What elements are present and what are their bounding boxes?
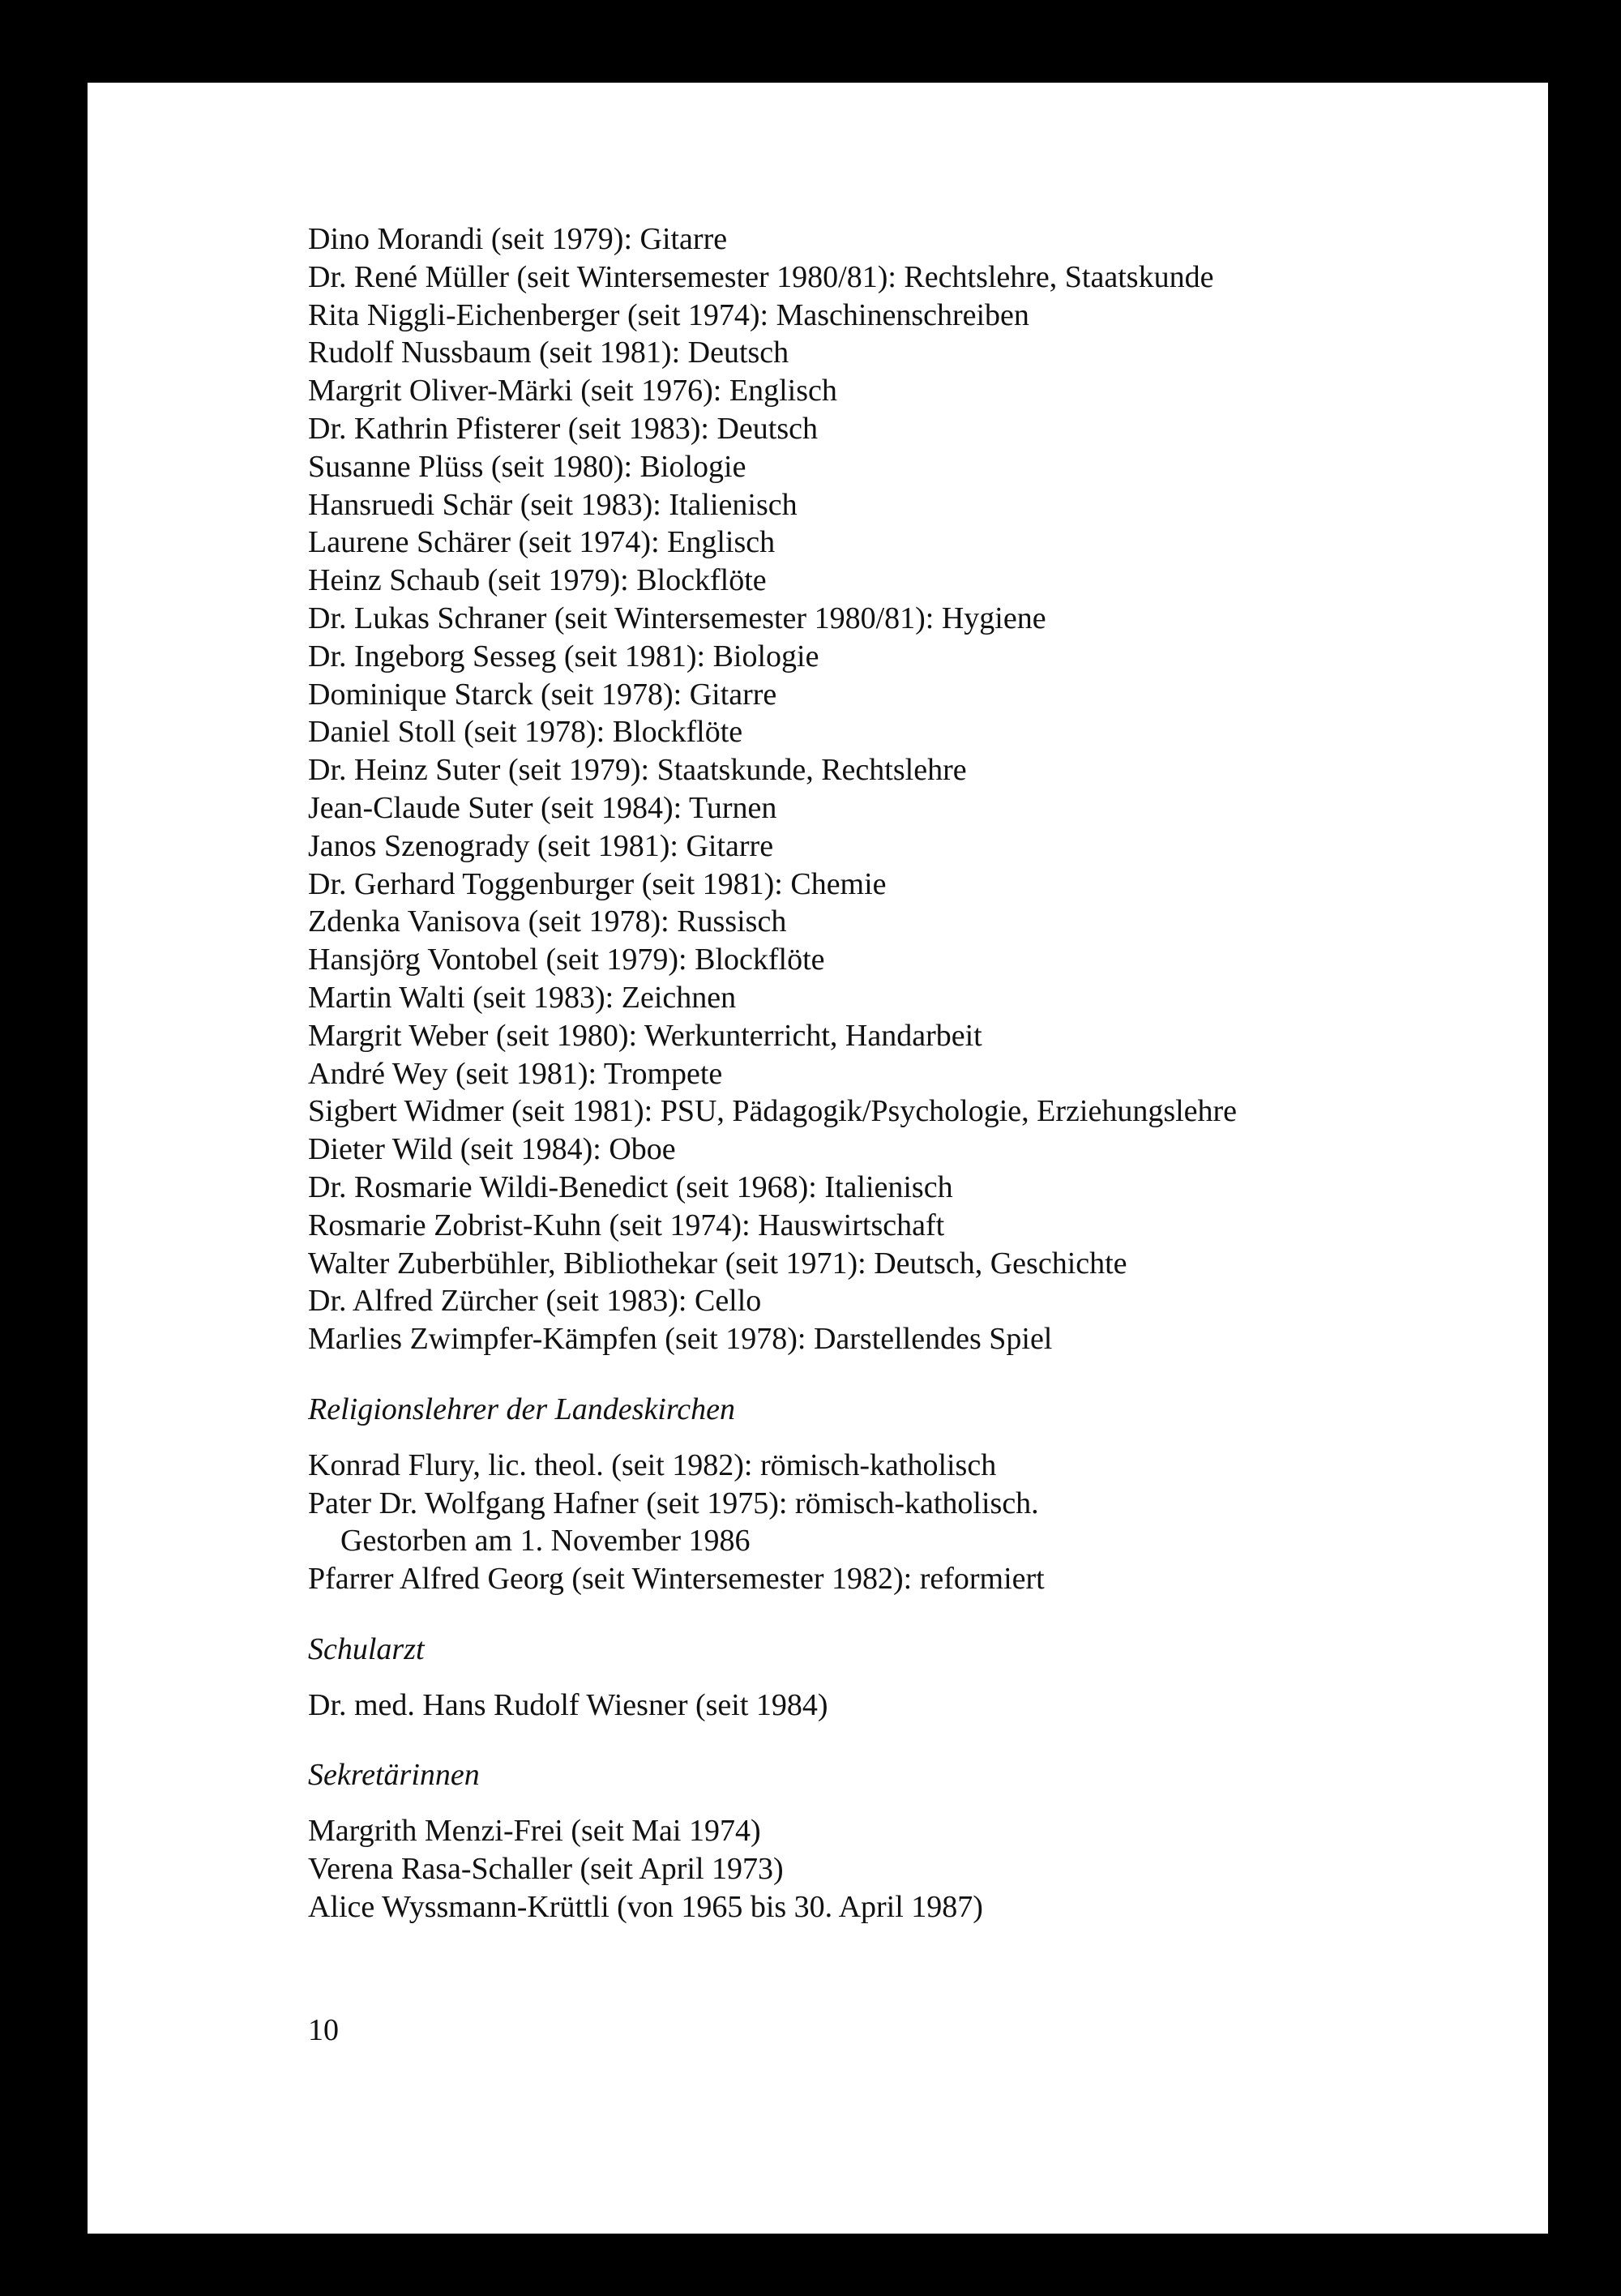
staff-entry: Dr. Kathrin Pfisterer (seit 1983): Deutsch bbox=[308, 411, 818, 446]
staff-entry: Rosmarie Zobrist-Kuhn (seit 1974): Hauswirtschaft bbox=[308, 1208, 945, 1242]
secretaries-list bbox=[308, 1812, 1499, 1926]
staff-entry: Dominique Starck (seit 1978): Gitarre bbox=[308, 677, 777, 712]
staff-list bbox=[308, 220, 1499, 1358]
staff-entry: Susanne Plüss (seit 1980): Biologie bbox=[308, 449, 746, 484]
religion-list bbox=[308, 1447, 1499, 1598]
doctor-list bbox=[308, 1687, 1499, 1725]
staff-entry: Dr. Lukas Schraner (seit Wintersemester 1980/81): Hygiene bbox=[308, 601, 1046, 635]
religion-entry: Pfarrer Alfred Georg (seit Wintersemester 1982): reformiert bbox=[308, 1562, 1045, 1597]
secretary-entry: Margrith Menzi-Frei (seit Mai 1974) bbox=[308, 1814, 761, 1849]
doctor-entry: Dr. med. Hans Rudolf Wiesner (seit 1984) bbox=[308, 1687, 828, 1722]
staff-entry: Dr. Ingeborg Sesseg (seit 1981): Biologie bbox=[308, 639, 819, 673]
section-heading-doctor: Schularzt bbox=[308, 1631, 425, 1666]
staff-entry: Martin Walti (seit 1983): Zeichnen bbox=[308, 980, 737, 1015]
page-number: 10 bbox=[308, 2013, 339, 2047]
staff-entry: Margrit Weber (seit 1980): Werkunterricht, Handarbeit bbox=[308, 1018, 982, 1053]
staff-entry: Margrit Oliver-Märki (seit 1976): Englisch bbox=[308, 374, 837, 408]
staff-entry: Dr. René Müller (seit Wintersemester 1980/81): Rechtslehre, Staatskunde bbox=[308, 259, 1214, 294]
staff-entry: Dr. Rosmarie Wildi-Benedict (seit 1968): Italienisch bbox=[308, 1169, 953, 1204]
page-content bbox=[308, 220, 1499, 1926]
staff-entry: Jean-Claude Suter (seit 1984): Turnen bbox=[308, 790, 777, 825]
staff-entry: Dr. Alfred Zürcher (seit 1983): Cello bbox=[308, 1284, 762, 1319]
secretary-entry: Alice Wyssmann-Krüttli (von 1965 bis 30. April 1987) bbox=[308, 1889, 983, 1924]
staff-entry: Laurene Schärer (seit 1974): Englisch bbox=[308, 525, 776, 560]
staff-entry: Janos Szenogrady (seit 1981): Gitarre bbox=[308, 828, 774, 863]
staff-entry: Dr. Gerhard Toggenburger (seit 1981): Chemie bbox=[308, 866, 887, 901]
staff-entry: Heinz Schaub (seit 1979): Blockflöte bbox=[308, 563, 767, 598]
section-heading-religion: Religionslehrer der Landeskirchen bbox=[308, 1392, 735, 1426]
document-page bbox=[88, 83, 1548, 2234]
staff-entry: Dino Morandi (seit 1979): Gitarre bbox=[308, 222, 728, 256]
staff-entry: Daniel Stoll (seit 1978): Blockflöte bbox=[308, 715, 743, 750]
religion-entry-continuation: Gestorben am 1. November 1986 bbox=[340, 1524, 751, 1558]
staff-entry: André Wey (seit 1981): Trompete bbox=[308, 1056, 723, 1091]
staff-entry: Dieter Wild (seit 1984): Oboe bbox=[308, 1132, 676, 1167]
secretary-entry: Verena Rasa-Schaller (seit April 1973) bbox=[308, 1852, 784, 1887]
religion-entry: Pater Dr. Wolfgang Hafner (seit 1975): römisch-katholisch. bbox=[308, 1486, 1039, 1520]
staff-entry: Hansruedi Schär (seit 1983): Italienisch bbox=[308, 487, 798, 522]
section-heading-secretaries: Sekretärinnen bbox=[308, 1758, 480, 1793]
religion-entry: Konrad Flury, lic. theol. (seit 1982): römisch-katholisch bbox=[308, 1447, 997, 1482]
staff-entry: Walter Zuberbühler, Bibliothekar (seit 1971): Deutsch, Geschichte bbox=[308, 1246, 1127, 1281]
staff-entry: Rita Niggli-Eichenberger (seit 1974): Maschinenschreiben bbox=[308, 297, 1029, 332]
staff-entry: Zdenka Vanisova (seit 1978): Russisch bbox=[308, 904, 787, 939]
staff-entry: Sigbert Widmer (seit 1981): PSU, Pädagogik/Psychologie, Erziehungslehre bbox=[308, 1094, 1238, 1129]
staff-entry: Marlies Zwimpfer-Kämpfen (seit 1978): Darstellendes Spiel bbox=[308, 1322, 1053, 1357]
staff-entry: Hansjörg Vontobel (seit 1979): Blockflöte bbox=[308, 943, 825, 977]
staff-entry: Dr. Heinz Suter (seit 1979): Staatskunde, Rechtslehre bbox=[308, 753, 967, 788]
staff-entry: Rudolf Nussbaum (seit 1981): Deutsch bbox=[308, 336, 789, 370]
